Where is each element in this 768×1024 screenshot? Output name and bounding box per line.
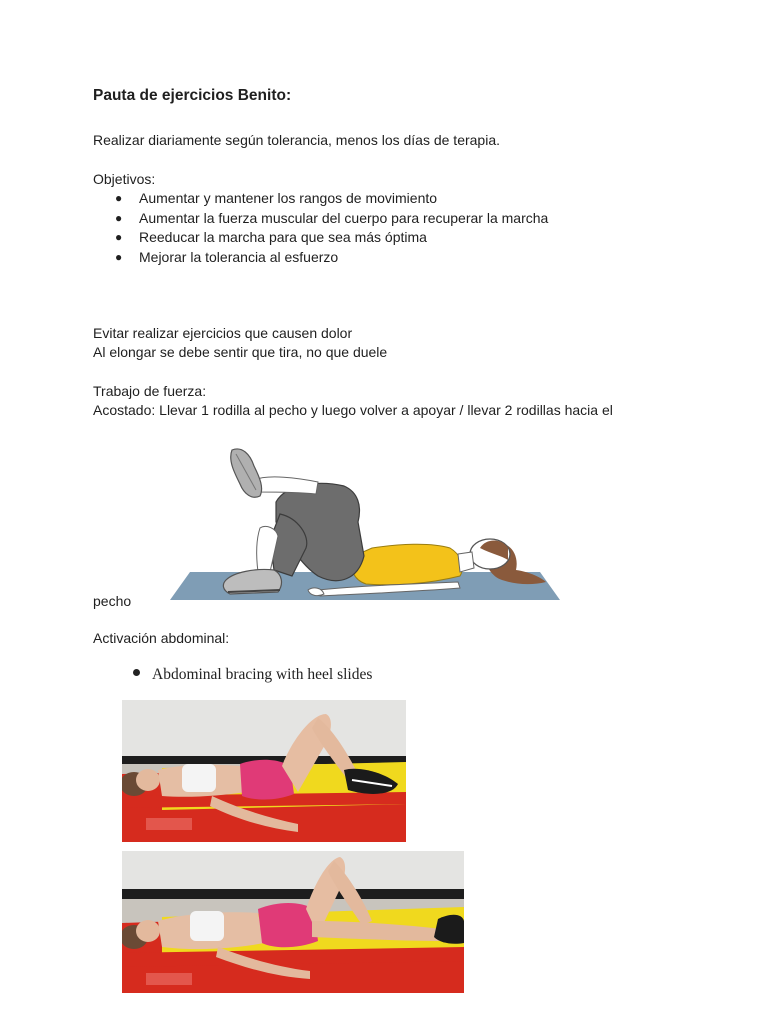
strength-instruction-continued: pecho [93,593,132,609]
abdominal-exercise-item: Abdominal bracing with heel slides [133,666,372,684]
warning-stretch: Al elongar se debe sentir que tira, no que duele [93,344,388,360]
objective-item: ● Reeducar la marcha para que sea más óptima [93,228,548,248]
heel-slide-photo-extended [122,851,464,993]
heel-slide-photo-start [122,700,406,842]
strength-instruction: Acostado: Llevar 1 rodilla al pecho y luego volver a apoyar / llevar 2 rodillas hacia el [93,402,613,418]
objective-item: ● Aumentar y mantener los rangos de movimiento [93,189,548,209]
objectives-list [93,189,548,267]
bullet-icon [133,669,140,676]
bullet-icon: ● [115,191,123,205]
objectives-heading: Objetivos: [93,171,156,187]
intro-text: Realizar diariamente según tolerancia, menos los días de terapia. [93,132,501,148]
strength-heading: Trabajo de fuerza: [93,383,207,399]
bullet-icon: ● [115,249,123,264]
bullet-icon: ● [115,230,123,244]
abdominal-heading: Activación abdominal: [93,630,230,646]
bullet-icon: ● [115,210,123,225]
document-title: Pauta de ejercicios Benito: [93,87,292,104]
objective-item: ● Aumentar la fuerza muscular del cuerpo para recuperar la marcha [93,209,548,229]
knee-to-chest-illustration [168,444,563,604]
warning-pain: Evitar realizar ejercicios que causen dolor [93,325,353,341]
objective-item: ● Mejorar la tolerancia al esfuerzo [93,248,548,268]
